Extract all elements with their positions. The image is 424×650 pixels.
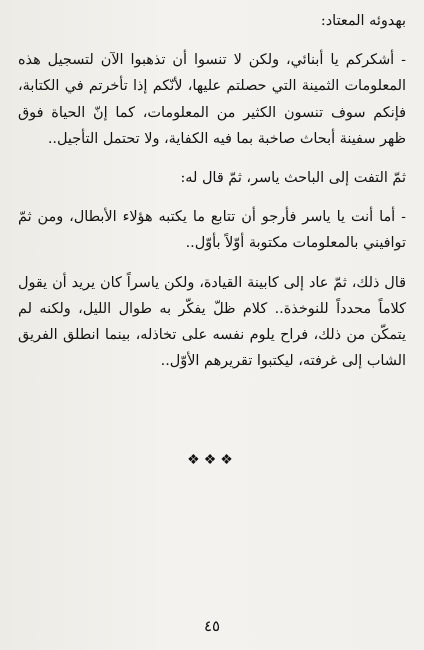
paragraph-intro: بهدوئه المعتاد: [320, 13, 406, 29]
paragraph-gap [18, 152, 406, 165]
section-ornament: ❖❖❖ [187, 452, 237, 468]
paragraph-turn-to-yasser: ثمّ التفت إلى الباحث ياسر، ثمّ قال له: [180, 170, 406, 187]
paragraph-dialogue-yasser: - أما أنت يا ياسر فأرجو أن تتابع ما يكتبه هؤلاء الأبطال، ومن ثمّ توافيني بالمعلومات مكتوبة أوّلاً بأوّل.. [18, 209, 406, 252]
paragraph-gap [18, 34, 406, 47]
page-body [18, 8, 406, 374]
paragraph-dialogue-captain: - أشكركم يا أبنائي، ولكن لا تنسوا أن تذهبوا الآن لتسجيل هذه المعلومات الثمينة التي حصلتم عليها، لأنّكم إذا تأخرتم في الكتابة، فإنكم سوف تنسون الكثير من المعلومات، كما إنّ الحياة فوق ظهر سفينة أبحاث صاخبة بما فيه الكفاية، ولا تحتمل التأجيل.. [18, 52, 406, 147]
paragraph-gap [18, 191, 406, 204]
page-number: ٤٥ [203, 617, 221, 635]
paragraph-narration: قال ذلك، ثمّ عاد إلى كابينة القيادة، ولكن ياسراً كان يريد أن يقول كلاماً محدداً للنوخذة.. كلام ظلّ يفكّر به طوال الليل، ولكنه لم يتمكّن من ذلك، فراح يلوم نفسه على تخاذله، بينما انطلق الفريق الشاب إلى غرفته، ليكتبوا تقريرهم الأوّل.. [18, 274, 406, 370]
paragraph-gap [18, 257, 406, 270]
